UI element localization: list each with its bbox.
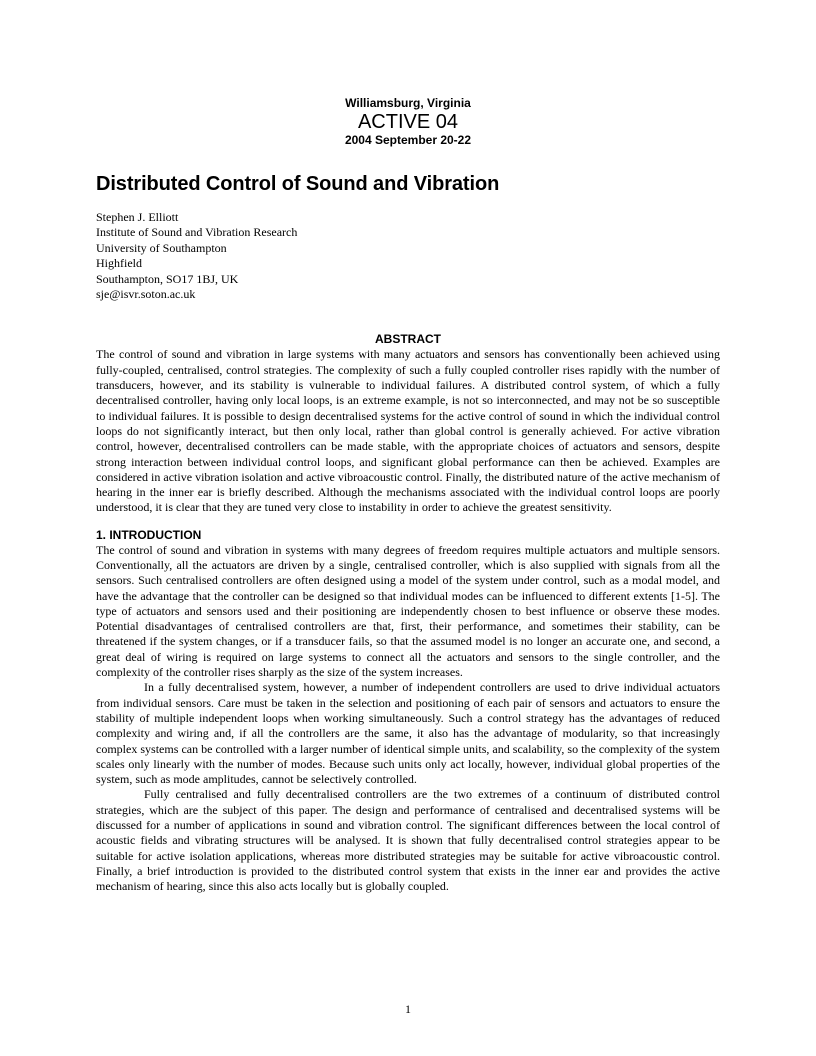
- page-content: [96, 96, 720, 895]
- section-heading-introduction: 1. INTRODUCTION: [96, 527, 202, 542]
- author-affiliation-line: University of Southampton: [96, 240, 227, 255]
- conference-date: 2004 September 20-22: [344, 133, 472, 147]
- author-name: Stephen J. Elliott: [96, 210, 179, 224]
- abstract-text: The control of sound and vibration in large systems with many actuators and sensors has conventionally been achieved using fully-coupled, centralised, control strategies. The complexity of such a fully coupled controller rises rapidly with the number of transducers, however, and its stability is vulnerable to individual failures. A distributed control system, of which a fully decentralised controller, having only local loops, is an extreme example, is not so interconnected, and may not be so susceptible to individual failures. It is possible to design decentralised systems for the active control of sound in which the individual control loops do not significantly interact, but then only local, rather than global control is generally achieved. For active vibration control, however, decentralised controllers can be made stable, with the appropriate choices of actuators and sensors, despite strong interaction between individual control loops, and significant global performance can then be achieved. Examples are considered in active vibration isolation and active vibroacoustic control. Finally, the distributed nature of the active mechanism of hearing in the inner ear is briefly described. Although the mechanisms associated with the individual control loops are poorly understood, it is clear that they are tuned very close to instability in order to achieve the greatest sensitivity.: [96, 347, 720, 515]
- author-affiliation-line: Southampton, SO17 1BJ, UK: [96, 271, 239, 286]
- author-affiliation-line: Institute of Sound and Vibration Research: [96, 225, 298, 240]
- conference-header: [96, 96, 720, 148]
- intro-paragraph-2: In a fully decentralised system, however, a number of independent controllers are used to drive individual actuators from individual sensors. Care must be taken in the selection and positioning of each pair of sensors and actuators to ensure the stability of multiple independent loops when working simultaneously. Such a control strategy has the advantages of reduced complexity and wiring and, if all the controllers are the same, it also has the advantage of modularity, so that increasingly complex systems can be controlled with a larger number of identical simple units, and scalability, so the complexity of the system scales only linearly with the number of modes. Because such units only act locally, however, individual global properties of the system, such as mode amplitudes, cannot be selectively controlled.: [96, 680, 720, 787]
- paper-title: Distributed Control of Sound and Vibration: [96, 173, 500, 195]
- conference-name: ACTIVE 04: [357, 111, 459, 133]
- author-affiliation-line: Highfield: [96, 256, 142, 271]
- author-email: sje@isvr.soton.ac.uk: [96, 287, 196, 302]
- author-block: [96, 210, 720, 302]
- conference-place: Williamsburg, Virginia: [345, 96, 471, 110]
- intro-paragraph-1: The control of sound and vibration in systems with many degrees of freedom requires multiple actuators and multiple sensors. Conventionally, all the actuators are driven by a single, centralised controller, which is also supplied with signals from all the sensors. Such centralised controllers are often designed using a model of the system under control, such as a modal model, and have the advantage that the controller can be designed so that individual modes can be influenced to different extents [1-5]. The type of actuators and sensors used and their positioning are independently chosen to best influence or observe these modes. Potential disadvantages of centralised controllers are that, first, their performance, and sometimes their stability, can be threatened if the system changes, or if a transducer fails, so that the assumed model is no longer an accurate one, and second, a great deal of wiring is required on large systems to connect all the actuators and sensors to the single controller, and the complexity of the controller rises sharply as the size of the system increases.: [96, 542, 720, 680]
- intro-paragraph-3: Fully centralised and fully decentralised controllers are the two extremes of a continuum of distributed control strategies, which are the subject of this paper. The design and performance of centralised and decentralised systems will be discussed for a number of applications in sound and vibration control. The significant differences between the local control of acoustic fields and vibrating structures will be analysed. It is shown that fully decentralised control strategies appear to be suitable for active isolation applications, whereas more distributed strategies may be suitable for active vibroacoustic control. Finally, a brief introduction is provided to the distributed control system that exists in the inner ear and provides the active mechanism of hearing, since this also acts locally but is globally coupled.: [96, 787, 720, 894]
- page-number: 1: [405, 1002, 411, 1016]
- abstract-heading: ABSTRACT: [375, 332, 441, 347]
